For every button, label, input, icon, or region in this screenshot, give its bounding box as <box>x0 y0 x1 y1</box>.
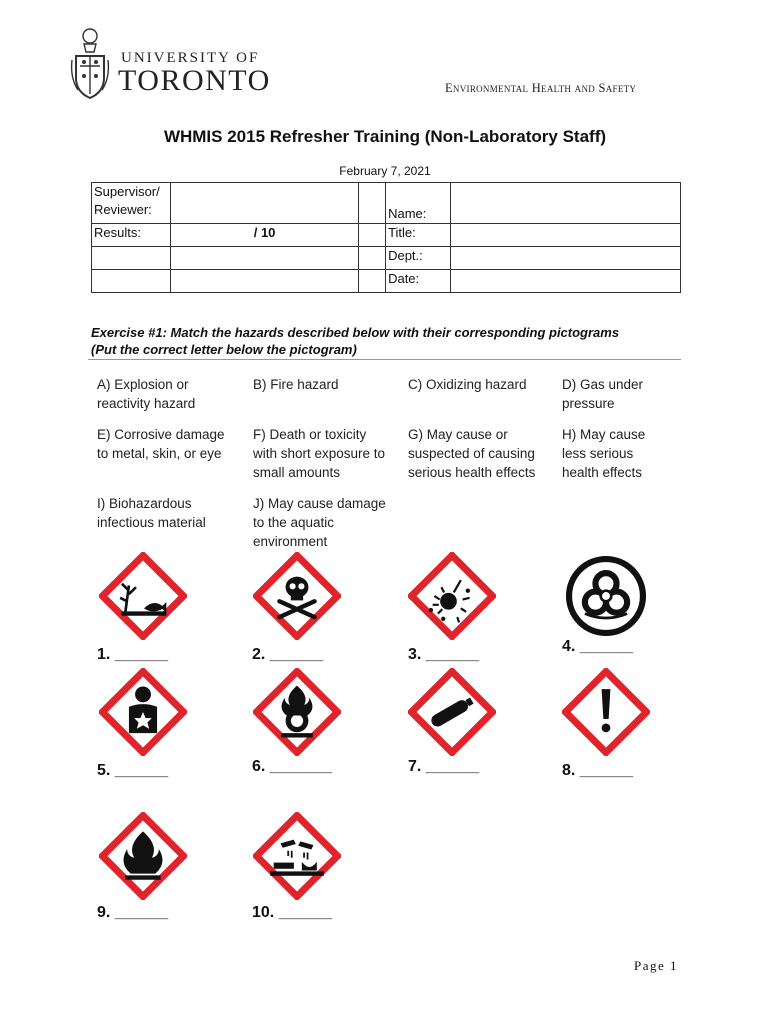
empty-cell <box>170 247 358 270</box>
supervisor-value-cell[interactable] <box>170 183 358 224</box>
answer-blank-4[interactable]: 4. ______ <box>562 638 634 655</box>
hazard-option-j <box>253 494 386 551</box>
option-text: A) Explosion or <box>97 377 189 392</box>
table-row <box>92 247 681 270</box>
spacer-cell <box>359 224 386 247</box>
title-label-cell <box>386 224 451 247</box>
option-text: suspected of causing <box>408 446 535 461</box>
score-cell[interactable] <box>170 224 358 247</box>
hazard-option-e <box>97 425 225 463</box>
reviewer-label: Reviewer: <box>94 202 152 217</box>
answer-blank-7[interactable]: 7. ______ <box>408 758 480 775</box>
name-label: Name: <box>388 206 427 221</box>
option-text: G) May cause or <box>408 427 508 442</box>
answer-blank-9[interactable]: 9. ______ <box>97 904 169 921</box>
option-text: health effects <box>562 465 643 480</box>
option-text: I) Biohazardous <box>97 496 192 511</box>
option-text: to the aquatic <box>253 515 335 530</box>
exercise-instruction: Exercise #1: Match the hazards described below with their corresponding pictograms <box>91 325 620 340</box>
option-text: with short exposure to <box>253 446 386 461</box>
hazard-option-i <box>97 494 206 532</box>
exercise-subinstruction: (Put the correct letter below the pictogram) <box>91 342 357 357</box>
option-text: E) Corrosive damage <box>97 427 225 442</box>
corrosion-pictogram-icon <box>253 812 341 900</box>
option-text: environment <box>253 534 328 549</box>
hazard-option-b <box>253 375 339 394</box>
dept-value-cell[interactable] <box>450 247 680 270</box>
spacer-cell <box>359 247 386 270</box>
option-text: pressure <box>562 396 615 411</box>
spacer-cell <box>359 183 386 224</box>
option-text: H) May cause <box>562 427 646 442</box>
supervisor-label-cell <box>92 183 171 224</box>
skull-crossbones-pictogram-icon <box>253 552 341 640</box>
results-label-cell <box>92 224 171 247</box>
divider <box>88 359 681 360</box>
hazard-option-f <box>253 425 385 482</box>
exploding-bomb-pictogram-icon <box>408 552 496 640</box>
date-value-cell[interactable] <box>450 270 680 293</box>
results-label: Results: <box>94 225 141 240</box>
hazard-option-g <box>408 425 535 482</box>
empty-cell <box>92 247 171 270</box>
answer-blank-5[interactable]: 5. ______ <box>97 762 169 779</box>
hazard-option-a <box>97 375 195 413</box>
option-text: to metal, skin, or eye <box>97 446 222 461</box>
hazard-option-d <box>562 375 643 413</box>
score-value: / 10 <box>253 225 276 240</box>
exclamation-mark-pictogram-icon <box>562 668 650 756</box>
option-text: C) Oxidizing hazard <box>408 377 527 392</box>
table-row <box>92 270 681 293</box>
option-text: infectious material <box>97 515 206 530</box>
table-row <box>92 224 681 247</box>
option-text: small amounts <box>253 465 341 480</box>
empty-cell <box>170 270 358 293</box>
document-date: February 7, 2021 <box>339 164 431 178</box>
university-name: TORONTO <box>118 64 271 97</box>
environment-pictogram-icon <box>99 552 187 640</box>
university-crest-icon <box>70 26 110 102</box>
option-text: J) May cause damage <box>253 496 386 511</box>
option-text: D) Gas under <box>562 377 644 392</box>
university-of-text: UNIVERSITY OF <box>121 50 260 66</box>
option-text: less serious <box>562 446 634 461</box>
department-name: Environmental Health and Safety <box>445 81 637 95</box>
answer-blank-8[interactable]: 8. ______ <box>562 762 634 779</box>
info-table <box>91 182 681 293</box>
date-label-cell <box>386 270 451 293</box>
dept-label: Dept.: <box>388 248 423 263</box>
flame-pictogram-icon <box>99 812 187 900</box>
answer-blank-3[interactable]: 3. ______ <box>408 646 480 663</box>
dept-label-cell <box>386 247 451 270</box>
hazard-option-h <box>562 425 645 482</box>
document-title: WHMIS 2015 Refresher Training (Non-Laboratory Staff) <box>163 127 607 146</box>
exercise-heading <box>91 324 619 358</box>
title-value-cell[interactable] <box>450 224 680 247</box>
answer-blank-6[interactable]: 6. _______ <box>252 758 333 775</box>
answer-blank-10[interactable]: 10. ______ <box>252 904 333 921</box>
answer-blank-2[interactable]: 2. ______ <box>252 646 324 663</box>
option-text: B) Fire hazard <box>253 377 339 392</box>
supervisor-label: Supervisor/ <box>94 184 160 199</box>
hazard-option-c <box>408 375 527 394</box>
option-text: F) Death or toxicity <box>253 427 367 442</box>
name-label-cell <box>386 183 451 224</box>
health-hazard-pictogram-icon <box>99 668 187 756</box>
empty-cell <box>92 270 171 293</box>
option-text: serious health effects <box>408 465 536 480</box>
date-label: Date: <box>388 271 420 286</box>
spacer-cell <box>359 270 386 293</box>
biohazard-pictogram-icon <box>562 552 650 640</box>
page-number: Page 1 <box>634 958 679 973</box>
title-label: Title: <box>388 225 416 240</box>
name-value-cell[interactable] <box>450 183 680 224</box>
gas-cylinder-pictogram-icon <box>408 668 496 756</box>
flame-over-circle-pictogram-icon <box>253 668 341 756</box>
option-text: reactivity hazard <box>97 396 196 411</box>
answer-blank-1[interactable]: 1. ______ <box>97 646 169 663</box>
table-row <box>92 183 681 224</box>
